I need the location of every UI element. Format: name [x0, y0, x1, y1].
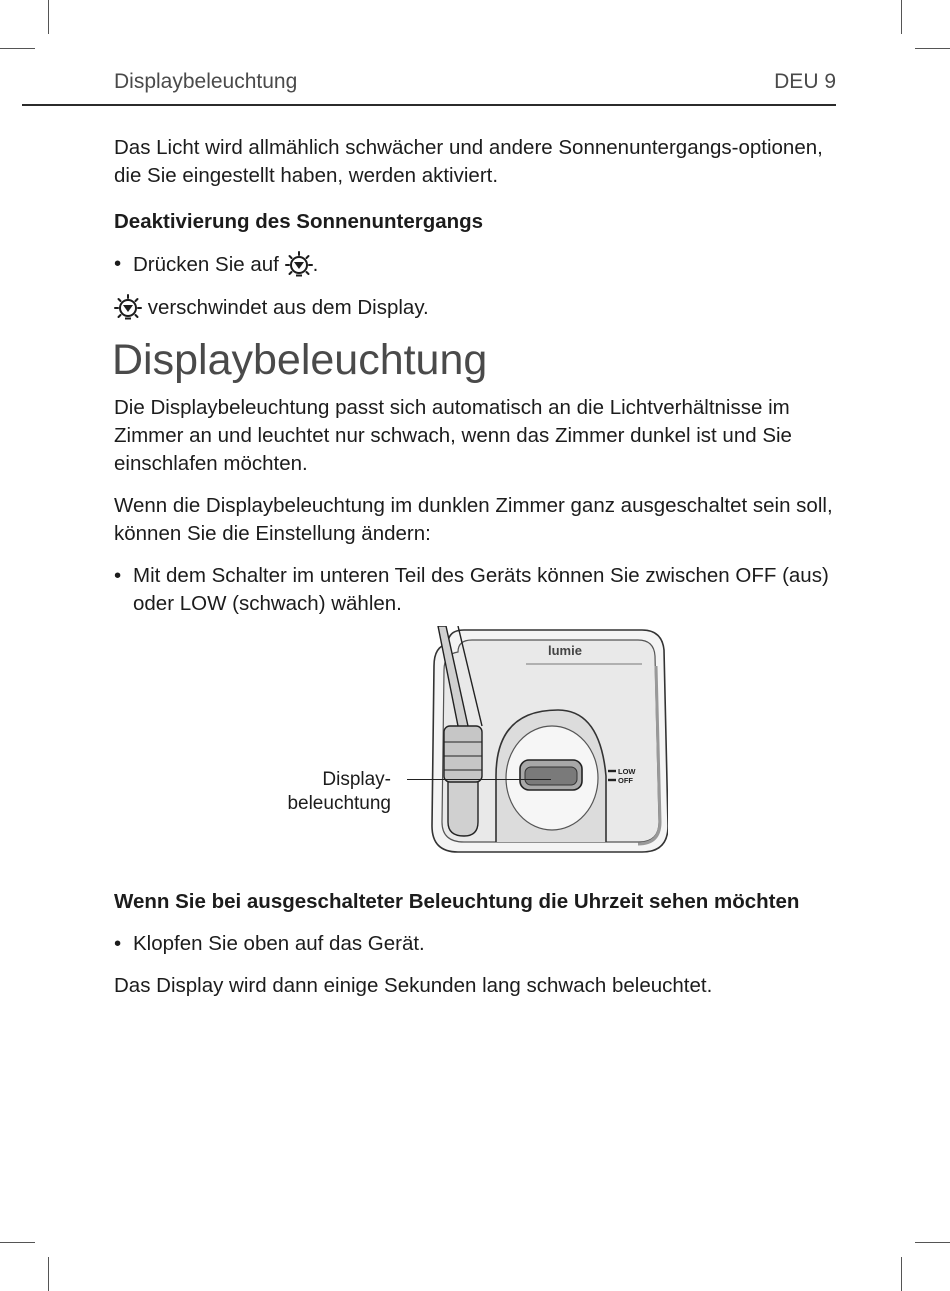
- page-content: [114, 134, 836, 1000]
- header-section-title: Displaybeleuchtung: [114, 70, 298, 93]
- callout-label-line-2: beleuchtung: [287, 793, 391, 814]
- section-paragraph-1: Die Displaybeleuchtung passt sich automatisch an die Lichtverhältnisse im Zimmer an und leuchtet nur schwach, wenn das Zimmer dunkel ist und Sie einschlafen möchten.: [114, 396, 792, 475]
- crop-mark-bottom-right-v: [901, 1257, 902, 1291]
- tap-bullet: [114, 930, 836, 958]
- crop-mark-top-left-v: [48, 0, 49, 34]
- device-figure: [114, 626, 836, 866]
- deactivate-bullet-end: .: [312, 253, 319, 276]
- bullet-dot: •: [114, 564, 122, 587]
- crop-mark-bottom-left-h: [0, 1242, 35, 1243]
- callout-label: [114, 768, 391, 816]
- brand-logo: lumie: [548, 643, 582, 658]
- crop-mark-top-right-h: [915, 48, 950, 49]
- page-header: [114, 68, 836, 98]
- intro-paragraph: Das Licht wird allmählich schwächer und andere Sonnenuntergangs-optionen, die Sie eingestellt haben, werden aktiviert.: [114, 136, 823, 187]
- switch-bullet: [114, 562, 836, 618]
- header-page-number: DEU 9: [774, 70, 836, 93]
- bullet-dot: •: [114, 252, 122, 275]
- switch-bullet-text: Mit dem Schalter im unteren Teil des Geräts können Sie zwischen OFF (aus) oder LOW (schwach) wählen.: [133, 564, 829, 615]
- deactivate-heading: Deaktivierung des Sonnenuntergangs: [114, 210, 484, 233]
- callout-leader-line: [407, 779, 551, 780]
- switch-low-label: LOW: [618, 767, 636, 776]
- tap-bullet-text: Klopfen Sie oben auf das Gerät.: [133, 932, 425, 955]
- crop-mark-top-right-v: [901, 0, 902, 34]
- switch-off-label: OFF: [618, 776, 633, 785]
- tap-result: Das Display wird dann einige Sekunden lang schwach beleuchtet.: [114, 974, 713, 997]
- callout-label-line-1: Display-: [322, 769, 391, 790]
- deactivate-result-text: verschwindet aus dem Display.: [142, 296, 429, 319]
- section-paragraph-2: Wenn die Displaybeleuchtung im dunklen Zimmer ganz ausgeschaltet sein soll, können Sie die Einstellung ändern:: [114, 494, 833, 545]
- sunset-icon: [114, 293, 142, 321]
- sunset-icon: [285, 250, 313, 278]
- crop-mark-bottom-left-v: [48, 1257, 49, 1291]
- section-title: Displaybeleuchtung: [112, 336, 488, 384]
- tap-heading: Wenn Sie bei ausgeschalteter Beleuchtung die Uhrzeit sehen möchten: [114, 890, 800, 913]
- crop-mark-top-left-h: [0, 48, 35, 49]
- bullet-dot: •: [114, 932, 122, 955]
- deactivate-bullet-text: Drücken Sie auf: [133, 253, 285, 276]
- deactivate-result: [114, 293, 836, 322]
- device-illustration: [428, 626, 668, 856]
- crop-mark-bottom-right-h: [915, 1242, 950, 1243]
- header-rule: [22, 104, 836, 106]
- deactivate-bullet: [114, 250, 836, 279]
